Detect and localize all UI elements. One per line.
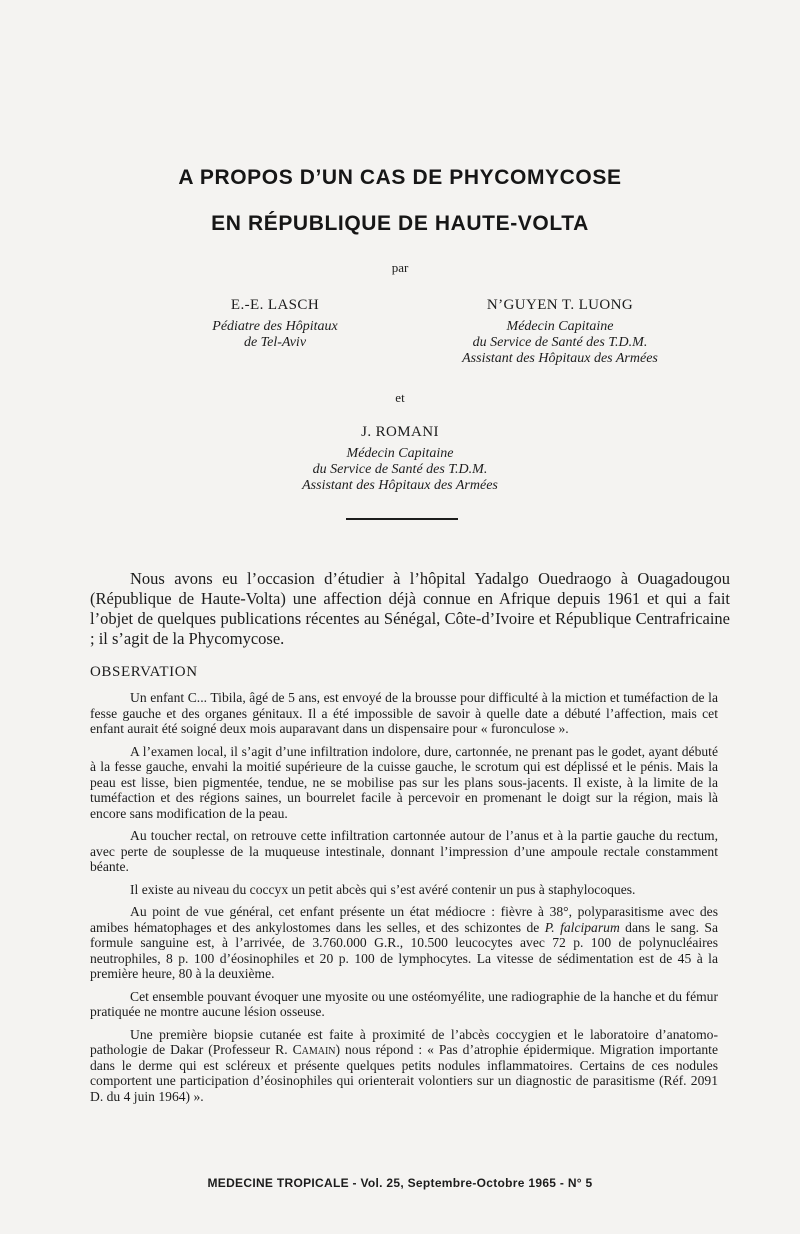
author-name: N’GUYEN T. LUONG: [486, 297, 634, 313]
article-title-line-1: A PROPOS D’UN CAS DE PHYCOMYCOSE: [178, 166, 622, 189]
title-separator-rule: [346, 518, 458, 520]
author-block-lasch: [150, 297, 400, 351]
byline-par: par: [391, 260, 409, 275]
author-name: J. ROMANI: [361, 424, 439, 440]
body-paragraph: Au toucher rectal, on retrouve cette infiltration cartonnée autour de l’anus et à la partie gauche du rectum, avec perte de souplesse de la muqueuse intestinale, donnant l’impression d’une ampoule rectale constamment béante.: [90, 828, 718, 874]
body-text-span: Au point de vue général, cet enfant présente un état médiocre : fièvre à 38°, polyparasitisme avec des amibes hématophages et des ankylostomes dans les selles, et des schizontes de: [90, 904, 718, 935]
byline-et: et: [395, 390, 405, 405]
author-affiliation-line: Assistant des Hôpitaux des Armées: [462, 351, 658, 366]
body-paragraph: Il existe au niveau du coccyx un petit abcès qui s’est avéré contenir un pus à staphylocoques.: [130, 881, 636, 897]
author-affiliation-line: Médecin Capitaine: [346, 446, 454, 461]
body-text-span: dans le sang. Sa formule sanguine est, à l’arrivée, de 3.760.000 G.R., 10.500 leucocytes avec 72 p. 100 de polynucléaires neutrophiles, 8 p. 100 d’éosinophiles et 20 p. 100 de lymphocytes. La vitesse de sédimentation est de 45 à la première heure, 80 à la deuxième.: [90, 919, 719, 981]
author-affiliation-line: Pédiatre des Hôpitaux: [212, 319, 338, 334]
author-affiliation-line: du Service de Santé des T.D.M.: [472, 335, 648, 350]
observation-body: [90, 690, 718, 1111]
author-affiliation-line: Assistant des Hôpitaux des Armées: [302, 478, 498, 493]
body-text-span: Une première biopsie cutanée est faite à proximité de l’abcès coccygien et le laboratoire d’anatomo-pathologie de Dakar (Professeur R.: [90, 1026, 718, 1057]
intro-paragraph: Nous avons eu l’occasion d’étudier à l’hôpital Yadalgo Ouedraogo à Ouagadougou (République de Haute-Volta) une affection déjà connue en Afrique depuis 1961 et qui a fait l’objet de quelques publications récentes au Sénégal, Côte-d’Ivoire et République Centrafricaine ; il s’agit de la Phycomycose.: [90, 569, 730, 648]
author-block-romani: [200, 424, 600, 494]
species-name: P. falciparum: [544, 919, 620, 935]
author-affiliation-line: de Tel-Aviv: [243, 335, 307, 350]
article-title-line-2: EN RÉPUBLIQUE DE HAUTE-VOLTA: [211, 212, 589, 235]
professor-name: Camain: [292, 1042, 336, 1057]
body-paragraph: Un enfant C... Tibila, âgé de 5 ans, est envoyé de la brousse pour difficulté à la miction et tuméfaction de la fesse gauche et des organes génitaux. Il a été impossible de savoir à quelle date a débuté l’affection, mais cet enfant aurait été soigné deux mois auparavant dans un dispensaire pour « furonculose ».: [90, 690, 718, 736]
body-paragraph: A l’examen local, il s’agit d’une infiltration indolore, dure, cartonnée, ne prenant pas le godet, ayant débuté à la fesse gauche, envahi la moitié supérieure de la cuisse gauche, le scrotum qui est déplissé et le pénis. Mais la peau est lisse, bien pigmentée, tendue, ne se mobilise pas sur les plans sous-jacents. Il existe, à la limite de la tuméfaction et des régions saines, un bourrelet facile à percevoir en promenant le doigt sur la région, mais là encore sans modification de la peau.: [90, 743, 718, 821]
body-paragraph: [90, 904, 718, 982]
author-name: E.-E. LASCH: [230, 297, 320, 313]
body-text-span: ) nous répond : « Pas d’atrophie épidermique. Migration importante dans le derme qui est scléreux et présente quelques petits nodules inflammatoires. Certains de ces nodules comportent une participation d’éosinophiles qui orienterait volontiers sur un diagnostic de parasitisme (Réf. 2091 D. du 4 juin 1964) ».: [90, 1042, 718, 1104]
section-heading-observation: OBSERVATION: [90, 664, 198, 680]
body-paragraph: [90, 1027, 718, 1105]
body-paragraph: Cet ensemble pouvant évoquer une myosite ou une ostéomyélite, une radiographie de la hanche et du fémur pratiquée ne montre aucune lésion osseuse.: [90, 988, 718, 1019]
author-block-luong: [400, 297, 720, 367]
journal-footer: MEDECINE TROPICALE - Vol. 25, Septembre-Octobre 1965 - N° 5: [207, 1176, 593, 1190]
author-affiliation-line: du Service de Santé des T.D.M.: [312, 462, 488, 477]
author-affiliation-line: Médecin Capitaine: [506, 319, 614, 334]
